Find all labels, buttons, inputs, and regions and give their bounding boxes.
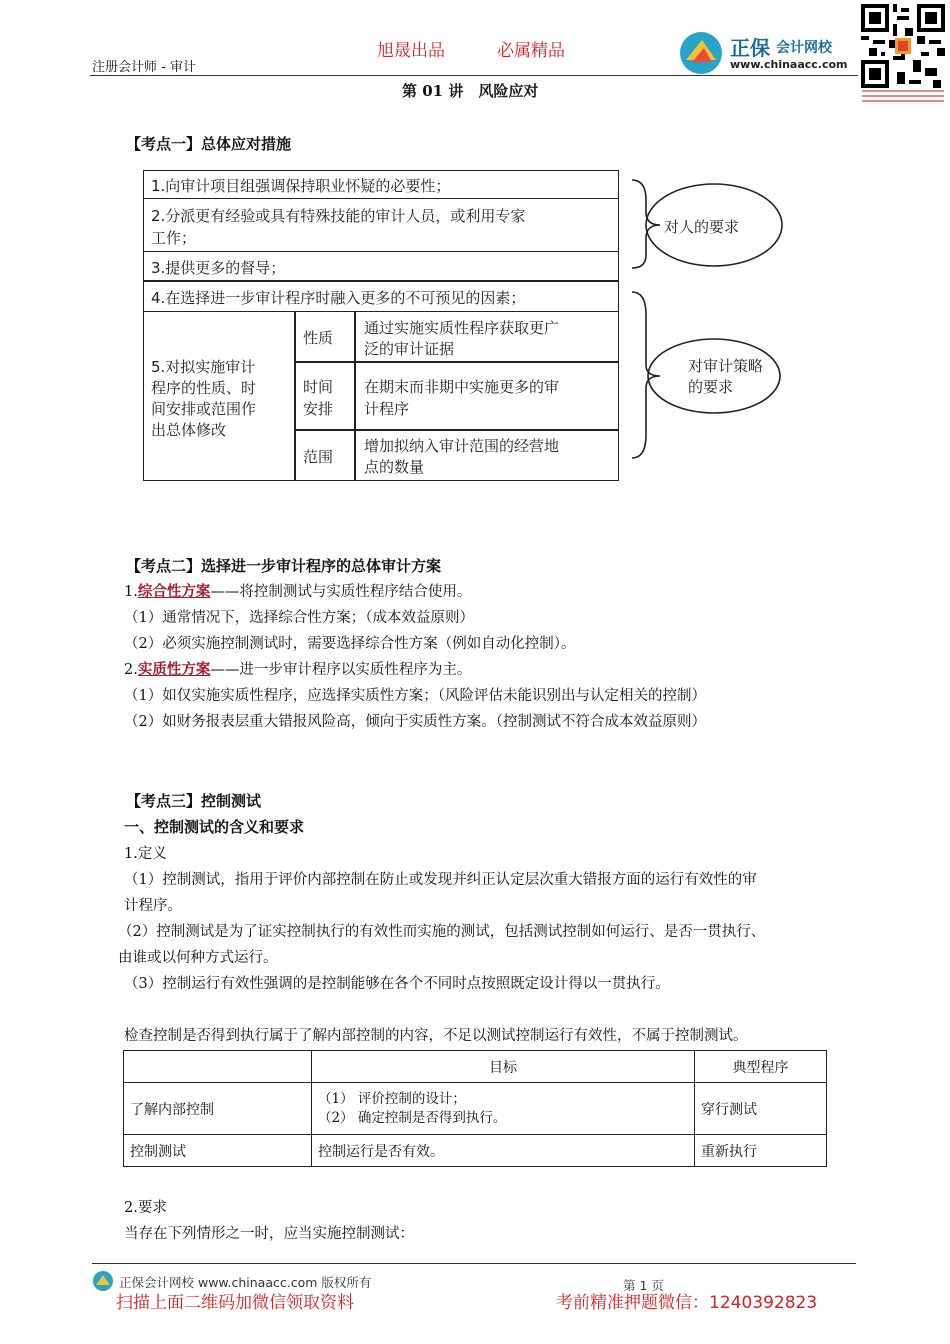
requirement-label: 2.要求	[124, 1200, 167, 1216]
requirement-text: 当存在下列情形之一时，应当实施控制测试：	[124, 1226, 414, 1242]
combined-approach-term: 综合性方案	[137, 583, 211, 600]
course-name: 注册会计师 - 审计	[92, 60, 196, 75]
table-header-row	[124, 1051, 827, 1083]
substantive-item-2: （2）如财务报表层重大错报风险高，倾向于实质性方案。（控制测试不符合成本效益原则）	[124, 714, 706, 730]
measure-5-label-2: 程序的性质、时	[151, 379, 257, 397]
combined-item-2: （2）必须实施控制测试时，需要选择综合性方案（例如自动化控制）。	[124, 636, 576, 652]
definition-label: 1.定义	[124, 846, 167, 862]
table-header-cell: 典型程序	[695, 1051, 827, 1083]
substantive-item-1: （1）如仅实施实质性程序，应选择实质性方案；（风险评估未能识别出与认定相关的控制）	[124, 688, 706, 704]
timing-key-1: 时间	[303, 378, 334, 396]
definition-1b: 计程序。	[124, 898, 182, 914]
timing-key-2: 安排	[303, 400, 334, 418]
table-row	[124, 1083, 827, 1135]
point1-heading: 【考点一】总体应对措施	[126, 135, 292, 153]
qr-code-icon	[861, 4, 945, 88]
measure-text-3: 3.提供更多的督导；	[151, 259, 286, 277]
brand-url: www.chinaacc.com	[730, 58, 848, 71]
bubble-strategy-requirement-1: 对审计策略	[688, 357, 764, 375]
measure-5-label-4: 出总体修改	[151, 421, 227, 439]
control-table	[123, 1050, 827, 1167]
combined-item-1: （1）通常情况下，选择综合性方案；（成本效益原则）	[124, 610, 474, 626]
footer-page-number: 第 1 页	[623, 1278, 664, 1293]
nature-value-2: 泛的审计证据	[364, 340, 455, 358]
qr-code	[861, 4, 945, 88]
measure-text-1: 1.向审计项目组强调保持职业怀疑的必要性；	[151, 177, 451, 195]
definition-2a: （2）控制测试是为了证实控制执行的有效性而实施的测试，包括测试控制如何运行、是否一贯执行、	[118, 924, 766, 940]
header-rule	[90, 75, 858, 76]
table-header-cell: 目标	[312, 1051, 695, 1083]
brand-logo-icon	[678, 30, 726, 76]
measure-text-4: 4.在选择进一步审计程序时融入更多的不可预见的因素；	[151, 289, 526, 307]
substantive-approach-term: 实质性方案	[137, 661, 211, 678]
promo-scan-qr: 扫描上面二维码加微信领取资料	[116, 1293, 354, 1313]
timing-value-2: 计程序	[364, 400, 410, 418]
table-cell: 重新执行	[695, 1135, 827, 1167]
brand-logo	[678, 30, 856, 76]
brand-name: 正保	[730, 36, 770, 60]
footer-rule	[92, 1263, 856, 1264]
footer-logo-icon	[92, 1270, 114, 1292]
definition-1a: （1）控制测试，指用于评价内部控制在防止或发现并纠正认定层次重大错报方面的运行有效性的审	[124, 872, 757, 888]
point3-heading: 【考点三】控制测试	[126, 792, 262, 810]
point2-heading: 【考点二】选择进一步审计程序的总体审计方案	[126, 557, 442, 575]
scope-value-2: 点的数量	[364, 458, 425, 476]
definition-3: （3）控制运行有效性强调的是控制能够在各个不同时点按照既定设计得以一贯执行。	[124, 976, 670, 992]
footer-copyright: 正保会计网校 www.chinaacc.com 版权所有	[119, 1275, 372, 1290]
substantive-approach-line: 2.实质性方案——进一步审计程序以实质性程序为主。	[124, 661, 472, 678]
table-cell: （1） 评价控制的设计； （2） 确定控制是否得到执行。	[312, 1083, 695, 1135]
promo-wechat: 考前精准押题微信：1240392823	[556, 1293, 818, 1313]
timing-value-1: 在期末而非期中实施更多的审	[364, 378, 560, 396]
point3-subheading: 一、控制测试的含义和要求	[124, 818, 305, 836]
table-header-cell	[124, 1051, 312, 1083]
table-cell: 控制测试	[124, 1135, 312, 1167]
nature-key: 性质	[303, 329, 334, 347]
definition-2b: 由谁或以何种方式运行。	[118, 950, 278, 966]
qr-caption-lines	[862, 90, 944, 102]
measure-text-2a: 2.分派更有经验或具有特殊技能的审计人员，或利用专家	[151, 207, 526, 225]
bubble-people-requirement: 对人的要求	[664, 218, 740, 236]
scope-key: 范围	[303, 448, 334, 466]
brand-sub: 会计网校	[776, 40, 832, 56]
scope-value-1: 增加拟纳入审计范围的经营地	[364, 437, 560, 455]
slogan-right: 必属精品	[497, 41, 565, 61]
measure-5-label-3: 间安排或范围作	[151, 400, 257, 418]
lecture-title: 第 01 讲 风险应对	[402, 82, 539, 100]
table-cell: 了解内部控制	[124, 1083, 312, 1135]
control-note: 检查控制是否得到执行属于了解内部控制的内容，不足以测试控制运行有效性，不属于控制测试。	[124, 1028, 748, 1044]
combined-approach-line: 1.综合性方案——将控制测试与实质性程序结合使用。	[124, 583, 472, 600]
nature-value-1: 通过实施实质性程序获取更广	[364, 319, 560, 337]
bubble-strategy-requirement-2: 的要求	[688, 378, 734, 396]
measure-text-2b: 工作；	[151, 229, 197, 247]
table-row	[124, 1135, 827, 1167]
table-cell: 控制运行是否有效。	[312, 1135, 695, 1167]
table-cell: 穿行测试	[695, 1083, 827, 1135]
slogan-left: 旭晟出品	[377, 41, 445, 61]
measure-5-label-1: 5.对拟实施审计	[151, 358, 256, 376]
